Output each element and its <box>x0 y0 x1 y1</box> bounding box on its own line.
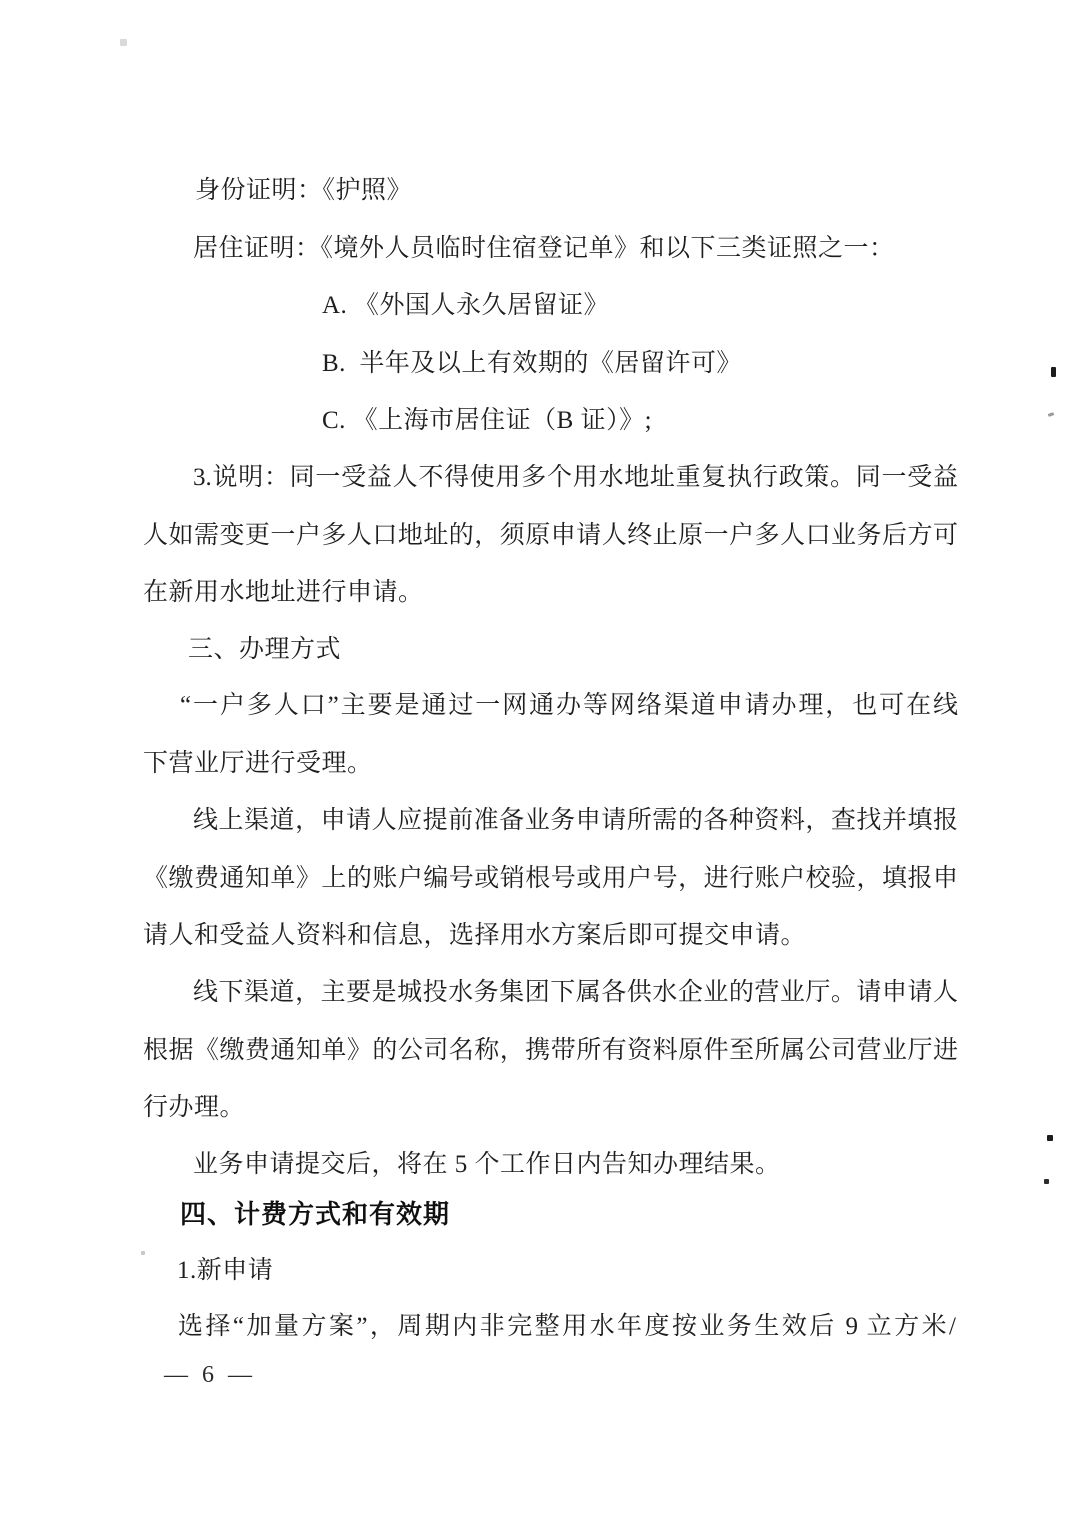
text-line: 业务申请提交后，将在 5 个工作日内告知办理结果。 <box>193 1151 781 1178</box>
list-item: C. 《上海市居住证（B 证）》; <box>322 407 653 434</box>
text-line: 下营业厅进行受理。 <box>143 750 373 777</box>
text-line: 线下渠道，主要是城投水务集团下属各供水企业的营业厅。请申请人 <box>193 979 958 1006</box>
text-line: 身份证明：《护照》 <box>195 177 413 204</box>
scan-speck <box>141 1251 145 1255</box>
text-line: 行办理。 <box>143 1094 246 1121</box>
text-line: “一户多人口”主要是通过一网通办等网络渠道申请办理，也可在线 <box>180 692 958 719</box>
list-item: A. 《外国人永久居留证》 <box>322 292 610 319</box>
scan-speck <box>1044 1179 1049 1184</box>
section-heading-bold: 四、计费方式和有效期 <box>180 1199 451 1229</box>
text-line: 《缴费通知单》上的账户编号或销根号或用户号，进行账户校验，填报申 <box>143 865 958 892</box>
text-line: 请人和受益人资料和信息，选择用水方案后即可提交申请。 <box>143 922 807 949</box>
scan-speck <box>1047 1135 1053 1141</box>
text-line: 人如需变更一户多人口地址的，须原申请人终止原一户多人口业务后方可 <box>143 522 958 549</box>
list-item: B. 半年及以上有效期的《居留许可》 <box>322 350 742 377</box>
text-line: 1.新申请 <box>177 1257 274 1284</box>
text-line: 根据《缴费通知单》的公司名称，携带所有资料原件至所属公司营业厅进 <box>143 1037 958 1064</box>
text-line: 3.说明：同一受益人不得使用多个用水地址重复执行政策。同一受益 <box>193 464 958 491</box>
scan-speck <box>1048 412 1055 417</box>
text-line: 在新用水地址进行申请。 <box>143 579 424 606</box>
scan-speck <box>120 39 127 46</box>
text-line: 线上渠道，申请人应提前准备业务申请所需的各种资料，查找并填报 <box>193 807 958 834</box>
section-heading: 三、办理方式 <box>188 636 342 663</box>
page-number: — 6 — <box>164 1362 256 1388</box>
text-line: 居住证明：《境外人员临时住宿登记单》和以下三类证照之一： <box>193 235 895 262</box>
text-line: 选择“加量方案”，周期内非完整用水年度按业务生效后 9 立方米/ <box>178 1313 956 1340</box>
scan-speck <box>1051 367 1056 377</box>
